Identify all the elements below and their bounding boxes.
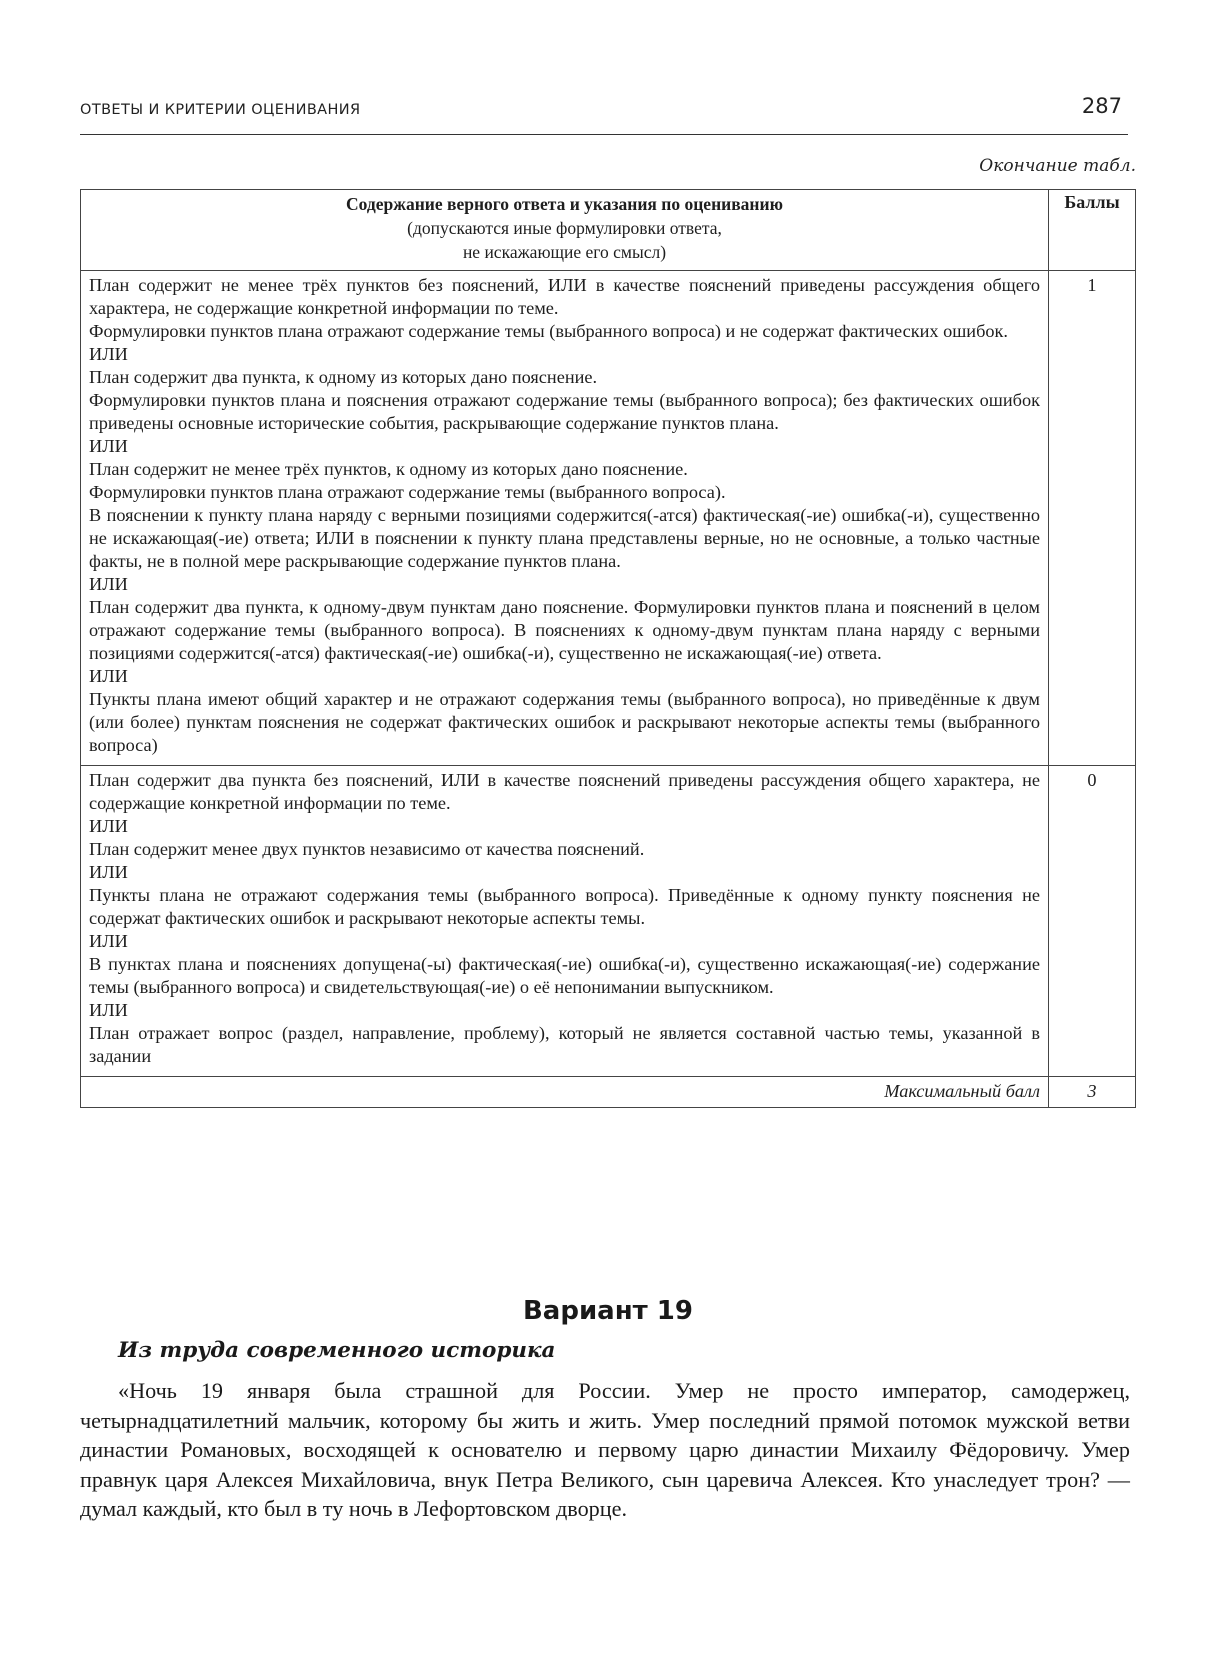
or-separator: ИЛИ [89, 931, 128, 951]
criterion-text: План отражает вопрос (раздел, направление, проблему), который не является составной частью темы, указанной в задании [89, 1023, 1040, 1066]
or-separator: ИЛИ [89, 816, 128, 836]
table-caption: Окончание табл. [979, 156, 1136, 176]
page-number: 287 [1081, 94, 1122, 118]
criterion-text: План содержит не менее трёх пунктов, к одному из которых дано пояснение. [89, 459, 688, 479]
source-quote-paragraph: «Ночь 19 января была страшной для России. Умер не просто император, самодержец, четырнадцатилетний мальчик, которому бы жить и жить. Умер последний прямой потомок мужской ветви династии Романовых, восходящей к основателю и первому царю династии Михаилу Фёдоровичу. Умер правнук царя Алексея Михайловича, внук Петра Великого, сын царевича Алексея. Кто унаследует трон? — думал каждый, кто был в ту ночь в Лефортовском дворце. [80, 1378, 1130, 1521]
criterion-text: Формулировки пунктов плана отражают содержание темы (выбранного вопроса) и не содержат фактических ошибок. [89, 321, 1008, 341]
criterion-text: Формулировки пунктов плана и пояснения отражают содержание темы (выбранного вопроса); без фактических ошибок приведены основные исторические события, раскрывающие содержание пунктов плана. [89, 390, 1040, 433]
table-header-row [81, 190, 1136, 271]
criterion-text: В пунктах плана и пояснениях допущена(-ы) фактическая(-ие) ошибка(-и), существенно искажающая(-ие) содержание темы (выбранного вопроса) и свидетельствующая(-ие) о её непонимании выпускником. [89, 954, 1040, 997]
criteria-cell-score-1 [81, 271, 1049, 766]
variant-title: Вариант 19 [522, 1296, 693, 1326]
content-header-note-line1: (допускаются иные формулировки ответа, [407, 218, 722, 238]
or-separator: ИЛИ [89, 1000, 128, 1020]
criterion-text: План содержит два пункта, к одному из которых дано пояснение. [89, 367, 598, 387]
criterion-text: Пункты плана имеют общий характер и не отражают содержания темы (выбранного вопроса), но приведённые к двум (или более) пунктам пояснения не содержат фактических ошибок и раскрывают некоторые аспекты темы (выбранного вопроса) [89, 689, 1040, 755]
or-separator: ИЛИ [89, 344, 128, 364]
content-header-note-line2: не искажающие его смысл) [462, 242, 667, 262]
criterion-text: В пояснении к пункту плана наряду с верными позициями содержится(-атся) фактическая(-ие) ошибка(-и), существенно не искажающая(-ие) ответа; ИЛИ в пояснении к пункту плана представлены верные, но не основные, а только частные факты, не в полной мере раскрывающие содержание пунктов плана. [89, 505, 1040, 571]
criterion-text: План содержит два пункта без пояснений, ИЛИ в качестве пояснений приведены рассуждения общего характера, не содержащие конкретной информации по теме. [89, 770, 1040, 813]
running-title: ОТВЕТЫ И КРИТЕРИИ ОЦЕНИВАНИЯ [80, 102, 361, 118]
score-value-1: 1 [1049, 271, 1136, 766]
table-row [81, 271, 1136, 766]
criterion-text: План содержит не менее трёх пунктов без пояснений, ИЛИ в качестве пояснений приведены рассуждения общего характера, не содержащие конкретной информации по теме. [89, 275, 1040, 318]
criterion-text: Формулировки пунктов плана отражают содержание темы (выбранного вопроса). [89, 482, 726, 502]
running-head [80, 96, 1128, 135]
criteria-cell-score-0 [81, 766, 1049, 1077]
criterion-text: План содержит два пункта, к одному-двум пунктам дано пояснение. Формулировки пунктов плана и пояснений в целом отражают содержание темы (выбранного вопроса). В пояснениях к одному-двум пунктам плана наряду с верными позициями содержится(-атся) фактическая(-ие) ошибка(-и), существенно не искажающая(-ие) ответа. [89, 597, 1040, 663]
max-score-value: 3 [1049, 1077, 1136, 1108]
criterion-text: План содержит менее двух пунктов независимо от качества пояснений. [89, 839, 645, 859]
or-separator: ИЛИ [89, 666, 128, 686]
criteria-table [80, 189, 1136, 1108]
content-column-header [81, 190, 1049, 271]
score-value-0: 0 [1049, 766, 1136, 1077]
max-score-row [81, 1077, 1136, 1108]
or-separator: ИЛИ [89, 574, 128, 594]
criterion-text: Пункты плана не отражают содержания темы (выбранного вопроса). Приведённые к одному пункту пояснения не содержат фактических ошибок и раскрывают некоторые аспекты темы. [89, 885, 1040, 928]
score-column-header: Баллы [1049, 190, 1136, 271]
table-row [81, 766, 1136, 1077]
or-separator: ИЛИ [89, 862, 128, 882]
or-separator: ИЛИ [89, 436, 128, 456]
source-heading: Из труда современного историка [118, 1338, 556, 1363]
max-score-label: Максимальный балл [81, 1077, 1049, 1108]
content-header-title: Содержание верного ответа и указания по оцениванию [346, 194, 783, 214]
